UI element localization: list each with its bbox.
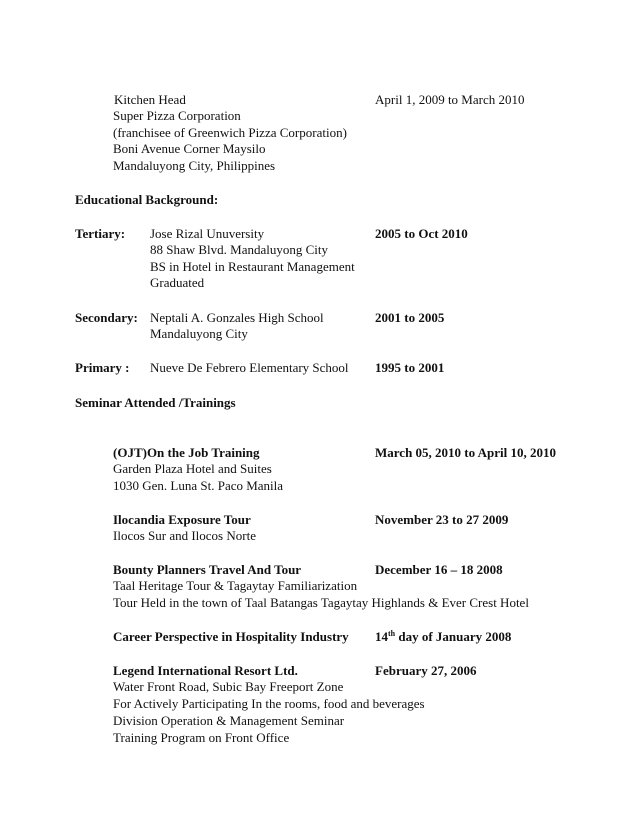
seminar-line: Ilocos Sur and Ilocos Norte <box>113 528 256 543</box>
seminar-date-rest: day of January 2008 <box>395 629 512 644</box>
seminar-date-day: 14 <box>375 629 388 644</box>
job-line: (franchisee of Greenwich Pizza Corporation) <box>113 125 347 140</box>
seminar-title: (OJT)On the Job Training <box>113 445 260 460</box>
seminar-line: Division Operation & Management Seminar <box>113 713 345 728</box>
job-line: Super Pizza Corporation <box>113 108 241 123</box>
seminar-line: For Actively Participating In the rooms, food and beverages <box>113 696 425 711</box>
secondary-line: Neptali A. Gonzales High School <box>150 310 324 325</box>
job-line: Mandaluyong City, Philippines <box>113 158 276 173</box>
job-dates: April 1, 2009 to March 2010 <box>375 92 525 107</box>
seminar-date: November 23 to 27 2009 <box>375 512 509 527</box>
education-heading: Educational Background: <box>75 192 219 207</box>
tertiary-dates: 2005 to Oct 2010 <box>375 226 468 241</box>
tertiary-line: 88 Shaw Blvd. Mandaluyong City <box>150 242 329 257</box>
primary-dates: 1995 to 2001 <box>375 360 445 375</box>
seminar-title: Legend International Resort Ltd. <box>113 663 298 678</box>
secondary-label: Secondary: <box>75 310 138 325</box>
job-title: Kitchen Head <box>114 92 186 107</box>
secondary-dates: 2001 to 2005 <box>375 310 445 325</box>
seminar-line: Tour Held in the town of Taal Batangas Tagaytay Highlands & Ever Crest Hotel <box>113 595 529 610</box>
seminar-line: Garden Plaza Hotel and Suites <box>113 461 272 476</box>
tertiary-line: Graduated <box>150 275 205 290</box>
seminar-date: December 16 – 18 2008 <box>375 562 503 577</box>
tertiary-line: BS in Hotel in Restaurant Management <box>150 259 355 274</box>
seminar-date: February 27, 2006 <box>375 663 477 678</box>
seminar-line: 1030 Gen. Luna St. Paco Manila <box>113 478 284 493</box>
seminar-line: Training Program on Front Office <box>113 730 290 745</box>
seminar-title: Bounty Planners Travel And Tour <box>113 562 302 577</box>
primary-line: Nueve De Febrero Elementary School <box>150 360 349 375</box>
tertiary-label: Tertiary: <box>75 226 126 241</box>
secondary-line: Mandaluyong City <box>150 326 248 341</box>
primary-label: Primary : <box>75 360 130 375</box>
seminar-line: Taal Heritage Tour & Tagaytay Familiarization <box>113 578 358 593</box>
seminar-date-suffix: th <box>388 629 396 638</box>
seminar-title: Career Perspective in Hospitality Industry <box>113 629 349 644</box>
job-line: Boni Avenue Corner Maysilo <box>113 141 266 156</box>
seminars-heading: Seminar Attended /Trainings <box>75 395 236 410</box>
seminar-title: Ilocandia Exposure Tour <box>113 512 251 527</box>
seminar-line: Water Front Road, Subic Bay Freeport Zone <box>113 679 344 694</box>
seminar-date: March 05, 2010 to April 10, 2010 <box>375 445 557 460</box>
seminar-date <box>375 629 511 645</box>
tertiary-line: Jose Rizal Unuversity <box>150 226 265 241</box>
